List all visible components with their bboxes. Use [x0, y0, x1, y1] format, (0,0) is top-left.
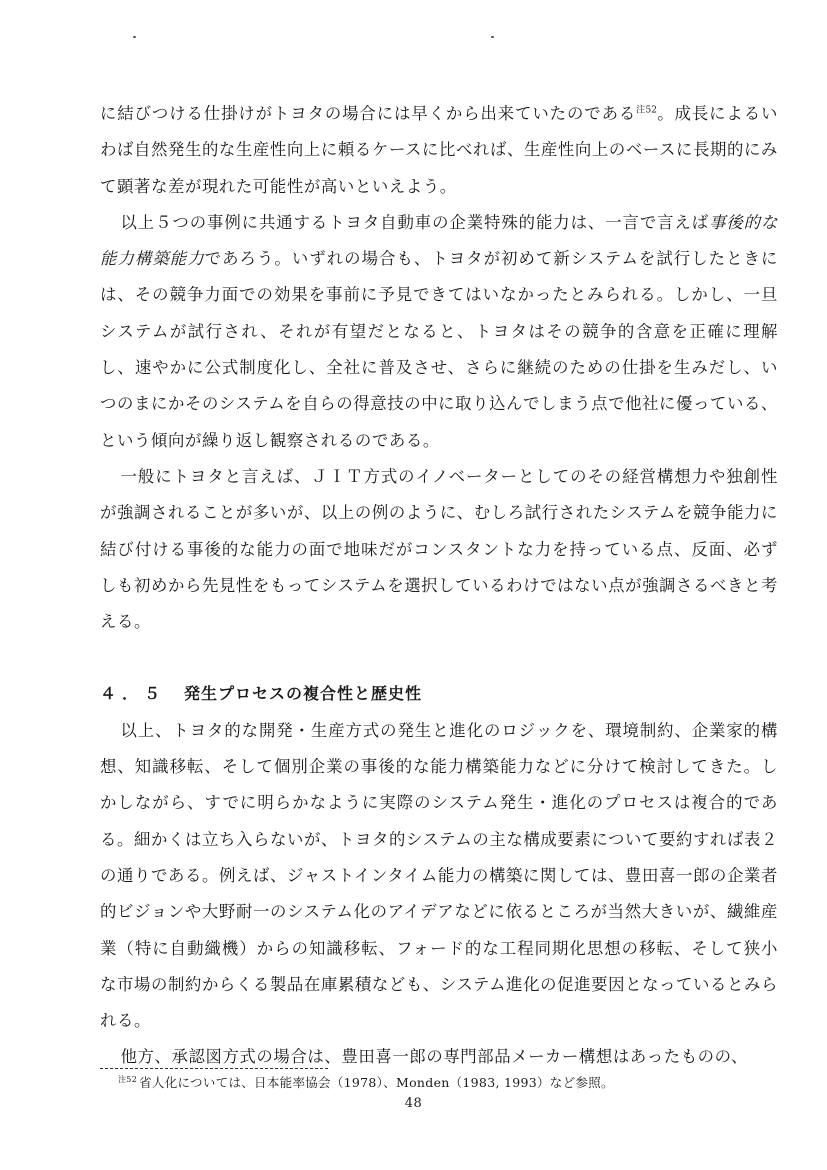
section-number: ４．５: [100, 684, 167, 704]
section-title: 発生プロセスの複合性と歴史性: [184, 684, 423, 704]
page-number: 48: [404, 1096, 423, 1111]
paragraph-1-text-a: に結びつける仕掛けがトヨタの場合には早くから出来ていたのである: [100, 104, 637, 123]
body-text: [100, 96, 778, 1076]
footnote-reference: 注52: [636, 105, 657, 116]
scan-mark-left: [133, 36, 136, 38]
paragraph-1: [100, 96, 778, 205]
footnote: [118, 1071, 738, 1092]
paragraph-3: 一般にトヨタと言えば、ＪＩＴ方式のイノベーターとしてのその経営構想力や独創性が強調されることが多いが、以上の例のように、むしろ試行されたシステムを競争能力に結び付ける事後的な能力の面で地味だがコンスタントな力を持っている点、反面、必ずしも初めから先見性をもってシステムを選択しているわけではない点が強調さるべきと考える。: [100, 466, 778, 632]
paragraph-2-emphasis: 事後的な能力構築能力: [100, 212, 778, 269]
paragraph-4: 以上、トヨタ的な開発・生産方式の発生と進化のロジックを、環境制約、企業家的構想、知識移転、そして個別企業の事後的な能力構築能力などに分けて検討してきた。しかしながら、すでに明らかなように実際のシステム発生・進化のプロセスは複合的である。細かくは立ち入らないが、トヨタ的システムの主な構成要素について要約すれば表２の通りである。例えば、ジャストインタイム能力の構築に関しては、豊田喜一郎の企業者的ビジョンや大野耐一のシステム化のアイデアなどに依るところが当然大きいが、繊維産業（特に自動織機）からの知識移転、フォード的な工程同期化思想の移転、そして狭小な市場の制約からくる製品在庫累積なども、システム進化の促進要因となっているとみられる。: [100, 720, 778, 1031]
paragraph-2-text-b: であろう。いずれの場合も、トヨタが初めて新システムを試行したときには、その競争力面での効果を事前に予見できてはいなかったとみられる。しかし、一旦システムが試行され、それが有望だとなると、トヨタはその競争的含意を正確に理解し、速やかに公式制度化し、全社に普及させ、さらに継続のための仕掛を生みだし、いつのまにかそのシステムを自らの得意技の中に取り込んでしまう点で他社に優っている、という傾向が繰り返し観察されるのである。: [100, 249, 778, 450]
scan-mark-right: [491, 36, 494, 38]
section-heading: [100, 676, 778, 712]
footnote-divider: [100, 1068, 328, 1069]
footnote-mark: 注52: [118, 1075, 138, 1084]
paragraph-2: [100, 205, 778, 459]
paragraph-2-text-a: 以上５つの事例に共通するトヨタ自動車の企業特殊的能力は、一言で言えば: [120, 212, 710, 232]
footnote-text: 省人化については、日本能率協会（1978）、Monden（1983, 1993）など参照。: [139, 1075, 614, 1091]
paragraph-5: 他方、承認図方式の場合は、豊田喜一郎の専門部品メーカー構想はあったものの、: [120, 1047, 749, 1067]
paragraph-1-text-b: 。成長によるいわば自然発生的な生産性向上に頼るケースに比べれば、生産性向上のベースに長期的にみて顕著な差が現れた可能性が高いといえよう。: [100, 104, 779, 196]
